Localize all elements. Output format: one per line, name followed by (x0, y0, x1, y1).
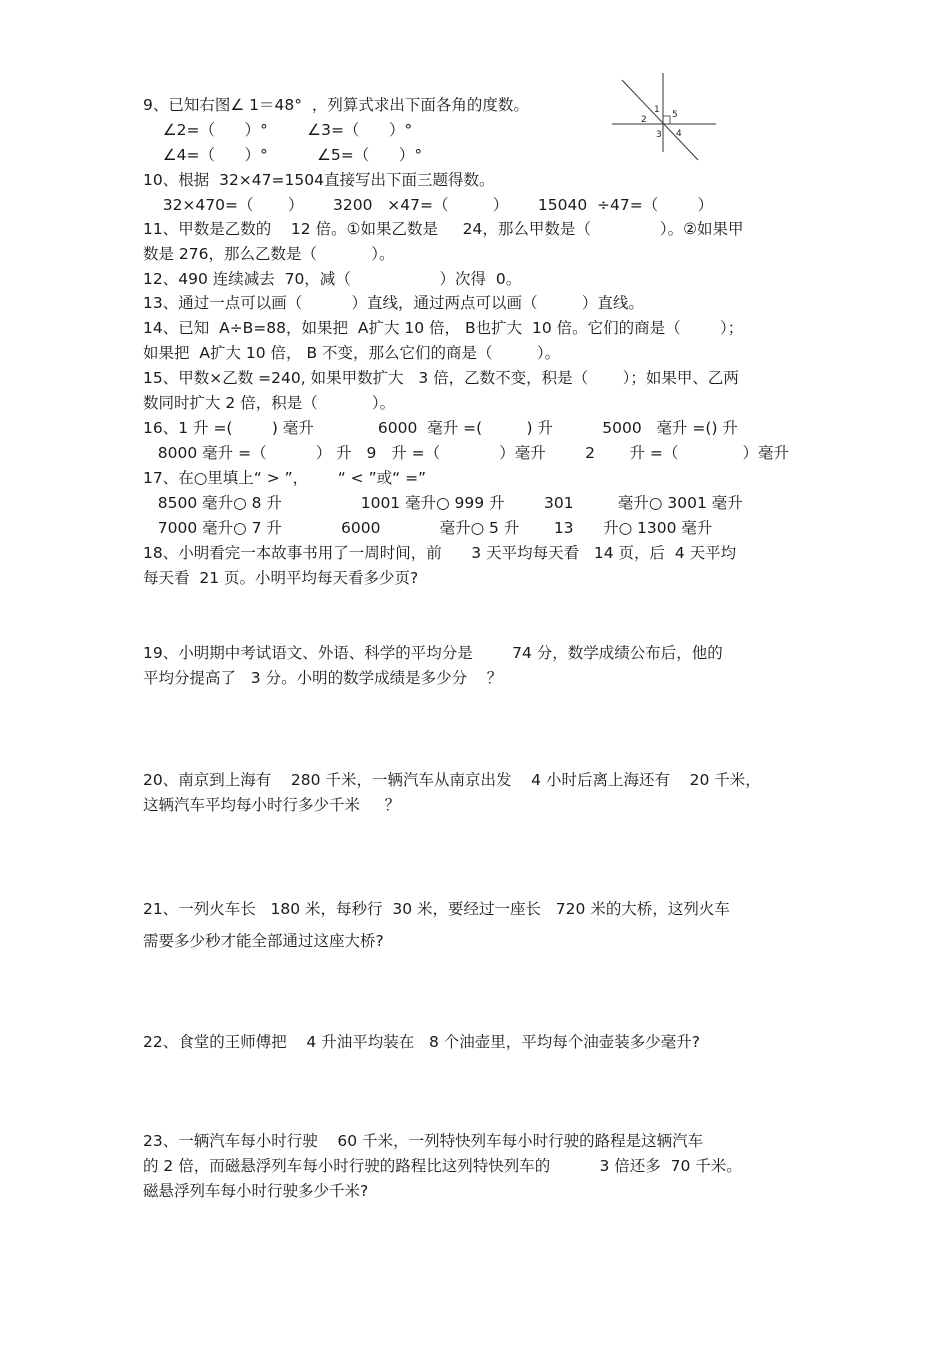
q9-line-3: ∠4=（ ）° ∠5=（ ）° (143, 146, 423, 164)
q23-line-3: 磁悬浮列车每小时行驶多少千米? (143, 1182, 369, 1200)
angle-figure (612, 68, 722, 163)
q16-text: 16、1 升 =( ) 毫升 6000 毫升 =( ) 升 5000 毫升 =() 升 (143, 419, 738, 437)
q12-text: 12、490 连续减去 70，减（ ）次得 0。 (143, 270, 522, 288)
q18-text: 18、小明看完一本故事书用了一周时间，前 3 天平均每天看 14 页，后 4 天平均 (143, 544, 737, 562)
q17-line-3: 7000 毫升○ 7 升 6000 毫升○ 5 升 13 升○ 1300 毫升 (143, 519, 713, 537)
angle-label-4: 4 (676, 129, 682, 139)
q23-text: 23、一辆汽车每小时行驶 60 千米，一列特快列车每小时行驶的路程是这辆汽车 (143, 1132, 704, 1150)
q22-text: 22、食堂的王师傅把 4 升油平均装在 8 个油壶里，平均每个油壶装多少毫升? (143, 1033, 701, 1051)
q11-text: 11、甲数是乙数的 12 倍。①如果乙数是 24，那么甲数是（ ）。②如果甲 (143, 220, 744, 238)
angle-diagram (612, 68, 722, 163)
q15-line-2: 数同时扩大 2 倍，积是（ ）。 (143, 394, 396, 412)
q9-text: 9、已知右图∠ 1＝48° ，列算式求出下面各角的度数。 (143, 96, 529, 114)
q21-text: 21、一列火车长 180 米，每秒行 30 米，要经过一座长 720 米的大桥，这列火车 (143, 900, 730, 918)
angle-label-5: 5 (672, 110, 678, 120)
angle-label-3: 3 (656, 130, 662, 140)
q20-text: 20、南京到上海有 280 千米，一辆汽车从南京出发 4 小时后离上海还有 20 千米， (143, 771, 761, 789)
q19-line-2: 平均分提高了 3 分。小明的数学成绩是多少分 ？ (143, 669, 503, 687)
q14-line-2: 如果把 A扩大 10 倍， B 不变，那么它们的商是（ ）。 (143, 344, 561, 362)
q17-line-2: 8500 毫升○ 8 升 1001 毫升○ 999 升 301 毫升○ 3001 毫升 (143, 494, 743, 512)
q14-text: 14、已知 A÷B=88，如果把 A扩大 10 倍， B也扩大 10 倍。它们的商是（ ）； (143, 319, 744, 337)
q21-line-2: 需要多少秒才能全部通过这座大桥? (143, 932, 384, 950)
q13-text: 13、通过一点可以画（ ）直线，通过两点可以画（ ）直线。 (143, 294, 644, 312)
q10-line-2: 32×470=（ ） 3200 ×47=（ ） 15040 ÷47=（ ） (143, 196, 714, 214)
q20-line-2: 这辆汽车平均每小时行多少千米 ？ (143, 796, 401, 814)
q23-line-2: 的 2 倍，而磁悬浮列车每小时行驶的路程比这列特快列车的 3 倍还多 70 千米。 (143, 1157, 742, 1175)
q17-text: 17、在○里填上“ > ”， “ < ”或“ =” (143, 469, 427, 487)
diagonal-line (622, 80, 698, 160)
q10-text: 10、根据 32×47=1504直接写出下面三题得数。 (143, 171, 495, 189)
q15-text: 15、甲数×乙数 =240, 如果甲数扩大 3 倍，乙数不变，积是（ ）；如果甲、乙两 (143, 369, 739, 387)
angle-label-1: 1 (654, 105, 660, 115)
q9-line-2: ∠2=（ ）° ∠3=（ ）° (143, 121, 413, 139)
q11-line-2: 数是 276，那么乙数是（ ）。 (143, 245, 395, 263)
q16-line-2: 8000 毫升 =（ ） 升 9 升 =（ ）毫升 2 升 =（ ）毫升 (143, 444, 789, 462)
q18-line-2: 每天看 21 页。小明平均每天看多少页? (143, 569, 419, 587)
right-angle-mark (663, 116, 670, 124)
angle-label-2: 2 (641, 115, 647, 125)
q19-text: 19、小明期中考试语文、外语、科学的平均分是 74 分，数学成绩公布后，他的 (143, 644, 723, 662)
